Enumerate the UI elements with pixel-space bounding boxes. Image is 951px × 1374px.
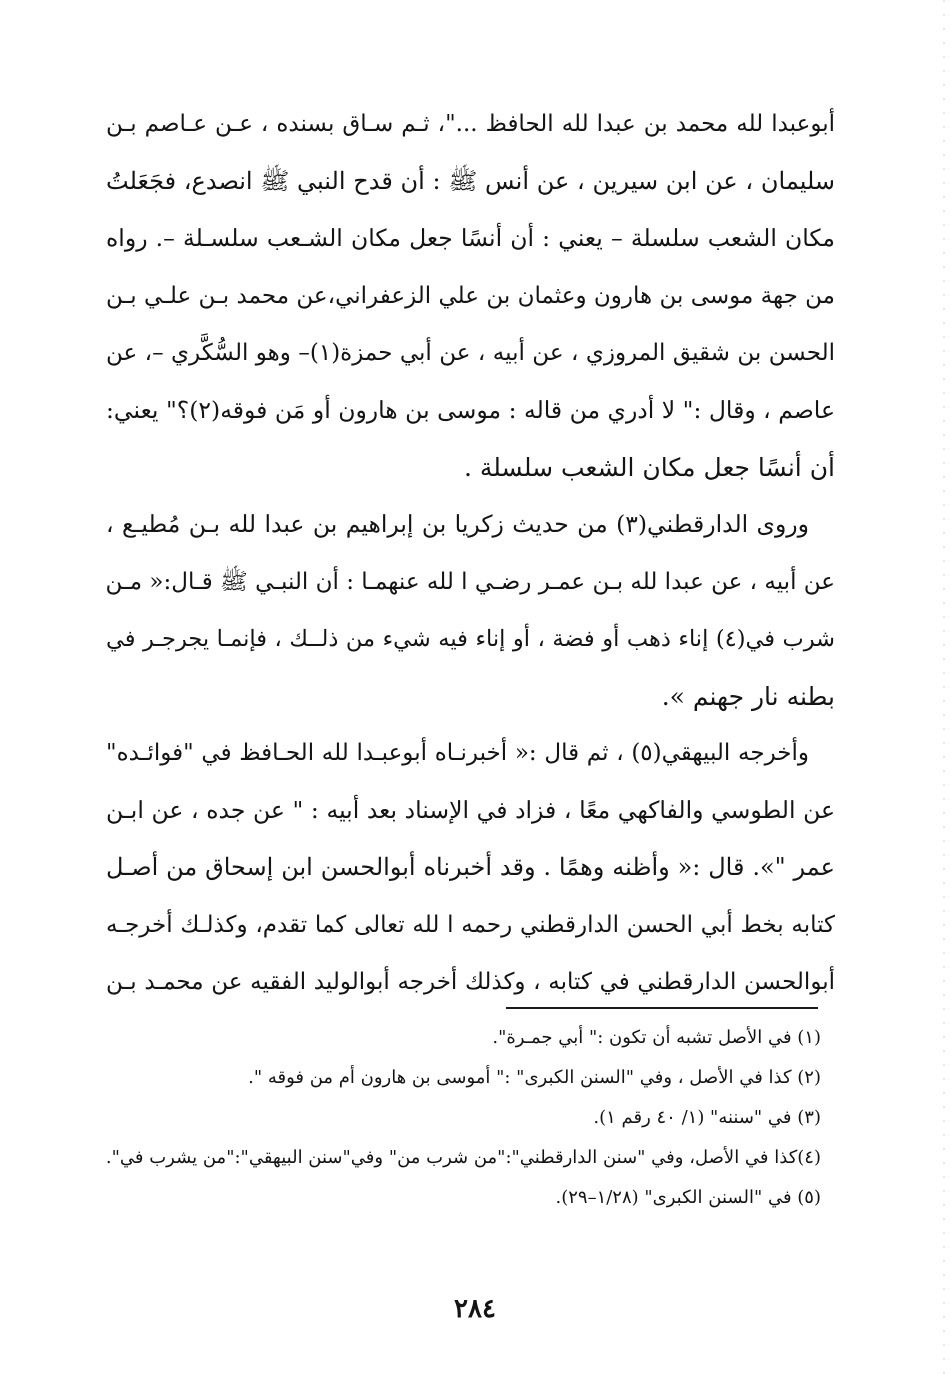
text-line-1: أبوعبدا لله محمد بن عبدا لله الحافظ ..."، ثـم سـاق بسنده ، عـن عـاصم بـن [106,111,835,137]
text-line-10: شرب في(٤) إناء ذهب أو فضة ، أو إناء فيه شيء من ذلــك ، فإنمـا يجرجـر في [106,625,835,652]
main-text-block [106,96,835,1011]
footnote-3: (٣) في "سننه" (١/ ٤٠ رقم ١). [593,1107,821,1128]
text-line-8: وروى الدارقطني(٣) من حديث زكريا بن إبراهيم بن عبدا لله بـن مُطيـع ، [106,510,809,539]
page-number: ٢٨٤ [454,1294,496,1324]
text-line-12: وأخرجه البيهقي(٥) ، ثم قال :« أخبرنـاه أبوعبـدا لله الحـافظ في "فوائـده" [106,740,809,767]
footnote-5: (٥) في "السنن الكبرى" (١/٢٨–٢٩). [555,1187,821,1208]
text-line-9: عن أبيه ، عن عبدا لله بـن عمـر رضـي ا لله عنهمـا : أن النبـي ﷺ قـال:« مـن [106,568,835,595]
footnote-separator [506,1007,818,1009]
text-line-7: أن أنسًا جعل مكان الشعب سلسلة . [463,453,835,483]
footnote-1: (١) في الأصل تشبه أن تكون :" أبي جمـرة". [492,1027,821,1048]
text-line-16: أبوالحسن الدارقطني في كتابه ، وكذلك أخرجه أبوالوليد الفقيه عن محمـد بـن [106,968,835,995]
text-line-2: سليمان ، عن ابن سيرين ، عن أنس ﷺ : أن قدح النبي ﷺ انصدع، فجَعَلتُ [106,167,835,196]
scan-edge-artifact [943,0,945,1374]
text-line-14: عمر "». قال :« وأظنه وهمًا . وقد أخبرناه أبوالحسن ابن إسحاق من أصـل [106,853,835,882]
footnotes-block [106,1018,821,1218]
footnote-2: (٢) كذا في الأصل ، وفي "السنن الكبرى" :" أموسى بن هارون أم من فوقه ". [248,1067,821,1088]
text-line-4: من جهة موسى بن هارون وعثمان بن علي الزعفراني،عن محمد بـن علـي بـن [106,282,835,309]
text-line-5: الحسن بن شقيق المروزي ، عن أبيه ، عن أبي حمزة(١)– وهو السُّكَّري –، عن [106,339,835,366]
text-line-13: عن الطوسي والفاكهي معًا ، فزاد في الإسناد بعد أبيه : " عن جده ، عن ابـن [106,796,835,825]
text-line-3: مكان الشعب سلسلة – يعني : أن أنسًا جعل مكان الشـعب سلسـلة –. رواه [106,224,835,253]
text-line-6: عاصم ، وقال :" لا أدري من قاله : موسى بن هارون أو مَن فوقه(٢)؟" يعني: [106,395,835,424]
text-line-11: بطنه نار جهنم ». [661,681,835,711]
text-line-15: كتابه بخط أبي الحسن الدارقطني رحمه ا لله تعالى كما تقدم، وكذلـك أخرجـه [106,911,835,938]
footnote-4: (٤)كذا في الأصل، وفي "سنن الدارقطني":"من شرب من" وفي"سنن البيهقي":"من يشرب في". [106,1147,821,1168]
